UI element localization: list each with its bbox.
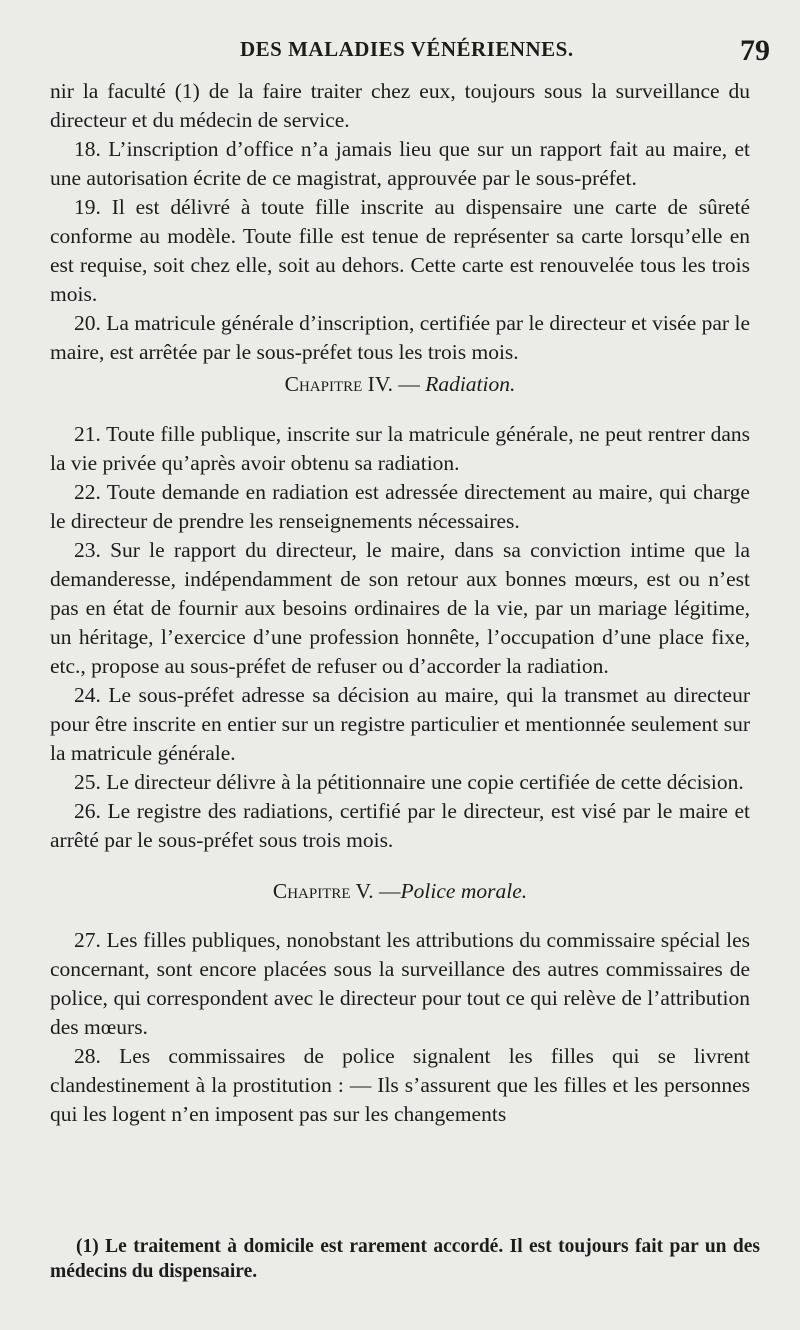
article-20 [50, 309, 750, 367]
article-19 [50, 193, 750, 309]
article-number: 18. [74, 137, 101, 161]
article-text: Le sous-préfet adresse sa décision au maire, qui la transmet au directeur pour être inscrite en entier sur un registre particulier et mentionnée seulement sur la matricule générale. [50, 683, 750, 765]
article-number: 28. [74, 1044, 101, 1068]
article-text: Les commissaires de police signalent les filles qui se livrent clandestinement à la prostitution : — Ils s’assurent que les filles et les personnes qui les logent n’en imposent pas sur les changements [50, 1044, 751, 1126]
article-text: L’inscription d’office n’a jamais lieu que sur un rapport fait au maire, et une autorisation écrite de ce magistrat, approuvée par le sous-préfet. [50, 137, 751, 190]
article-number: 27. [74, 928, 101, 952]
article-number: 22. [74, 480, 101, 504]
article-text: Le directeur délivre à la pétitionnaire une copie certifiée de cette décision. [106, 770, 744, 794]
article-26 [50, 797, 750, 855]
running-head [50, 34, 770, 67]
article-text: Toute demande en radiation est adressée directement au maire, qui charge le directeur de prendre les renseignements nécessaires. [50, 480, 750, 533]
body-text [50, 77, 750, 1129]
article-number: 21. [74, 422, 101, 446]
article-21 [50, 420, 750, 478]
article-25 [50, 768, 750, 797]
article-number: 20. [74, 311, 101, 335]
chapter-heading-iv [50, 370, 750, 399]
chapter-title: Police morale. [400, 879, 528, 903]
chapter-label: Chapitre V. [272, 879, 374, 903]
article-number: 25. [74, 770, 101, 794]
article-18 [50, 135, 750, 193]
chapter-heading-v [50, 877, 750, 906]
chapter-label: Chapitre IV. [284, 372, 393, 396]
article-text: La matricule générale d’inscription, certifiée par le directeur et visée par le maire, est arrêtée par le sous-préfet tous les trois mois. [50, 311, 751, 364]
article-text: Les filles publiques, nonobstant les attributions du commissaire spécial les concernant, sont encore placées sous la surveillance des autres commissaires de police, qui correspondent avec le directeur pour tout ce qui relève de l’attribution des mœurs. [50, 928, 750, 1039]
article-number: 26. [74, 799, 101, 823]
article-23 [50, 536, 750, 681]
footnote: (1) Le traitement à domicile est rarement accordé. Il est toujours fait par un des médecins du dispensaire. [50, 1236, 760, 1282]
article-text: Sur le rapport du directeur, le maire, dans sa conviction intime que la demanderesse, indépendamment de son retour aux bonnes mœurs, est ou n’est pas en état de fournir aux besoins ordinaires de la vie, par un mariage légitime, un héritage, l’exercice d’une profession honnête, l’occupation d’une place fixe, etc., propose au sous-préfet de refuser ou d’accorder la radiation. [50, 538, 750, 678]
paragraph-continuation [50, 77, 750, 135]
article-number: 23. [74, 538, 101, 562]
page-number: 79 [740, 34, 770, 67]
paragraph-text: nir la faculté (1) de la faire traiter chez eux, toujours sous la surveillance du directeur et du médecin de service. [50, 79, 750, 132]
chapter-separator: — [373, 879, 401, 903]
running-title: DES MALADIES VÉNÉRIENNES. [240, 37, 574, 61]
chapter-separator: — [392, 372, 426, 396]
article-text: Il est délivré à toute fille inscrite au dispensaire une carte de sûreté conforme au modèle. Toute fille est tenue de représenter sa carte lorsqu’elle en est requise, soit chez elle, soit au dehors. Cette carte est renouvelée tous les trois mois. [50, 195, 750, 306]
article-number: 19. [74, 195, 101, 219]
chapter-title: Radiation. [425, 372, 516, 396]
article-22 [50, 478, 750, 536]
article-number: 24. [74, 683, 101, 707]
article-28 [50, 1042, 750, 1129]
article-text: Toute fille publique, inscrite sur la matricule générale, ne peut rentrer dans la vie privée qu’après avoir obtenu sa radiation. [50, 422, 750, 475]
article-24 [50, 681, 750, 768]
article-text: Le registre des radiations, certifié par le directeur, est visé par le maire et arrêté par le sous-préfet sous trois mois. [50, 799, 750, 852]
article-27 [50, 926, 750, 1042]
